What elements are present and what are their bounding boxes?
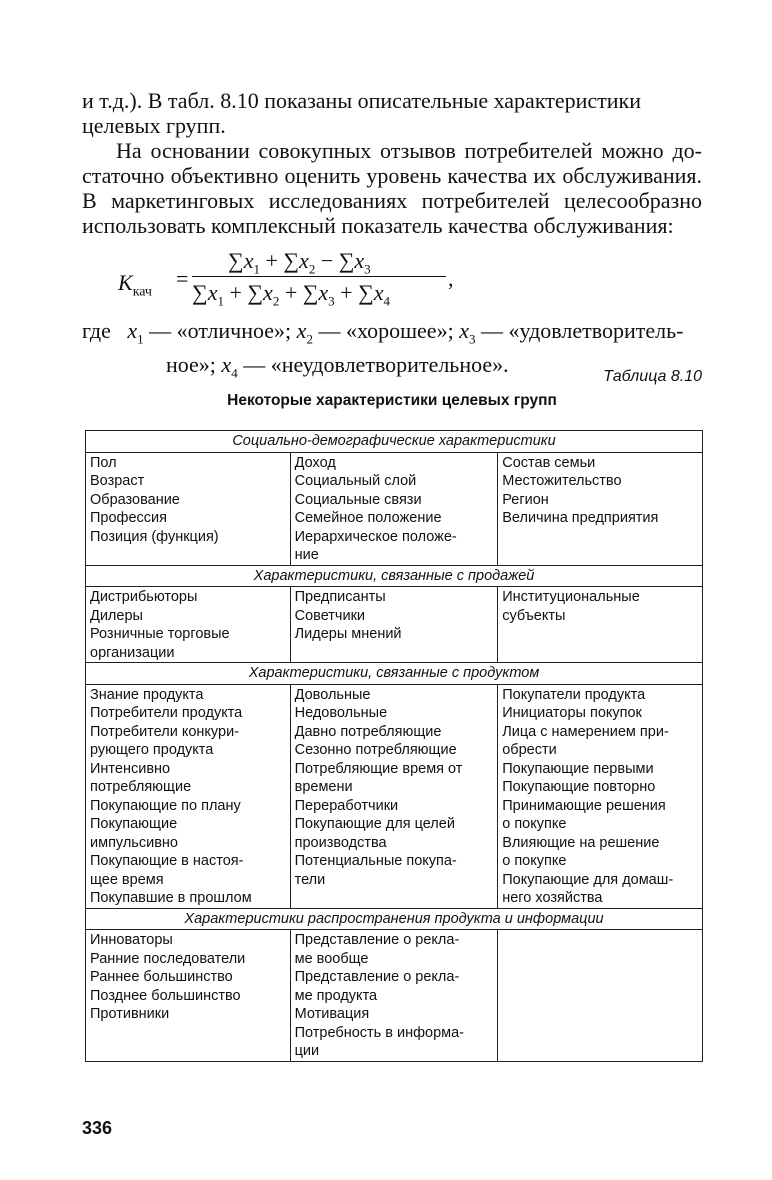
cell-item: Дистрибьюторы [90, 589, 198, 605]
cell-item: ции [294, 1043, 320, 1059]
cell-item: Состав семьи [502, 454, 596, 471]
cell-item: Покупающие для целей [294, 816, 455, 832]
cell-item: Покупатели продукта [502, 686, 646, 703]
cell-item: Ранние последователи [90, 950, 246, 967]
section-heading-row [86, 908, 703, 930]
formula-lhs: $K_{кач}$ [118, 270, 152, 300]
cell-item: ние [294, 547, 319, 563]
cell-item: Дилеры [90, 607, 143, 624]
table-cell [290, 587, 498, 663]
section-content-row [86, 452, 703, 565]
table-cell [498, 452, 703, 565]
table-cell [86, 930, 291, 1062]
cell-item: Иерархическое положе- [294, 528, 457, 545]
cell-item: Потенциальные покупа- [294, 853, 457, 869]
legend-x3-cont: ное»; [166, 352, 216, 378]
cell-item: Сезонно потребляющие [294, 742, 457, 758]
paragraph-quality [82, 138, 702, 238]
section-content-row [86, 684, 703, 908]
legend-x3: — «удовлетворитель- [480, 318, 684, 343]
table-cell [86, 684, 291, 908]
quality-index-formula [118, 250, 478, 314]
page-number: 336 [82, 1118, 113, 1138]
cell-item: Мотивация [294, 1006, 370, 1022]
cell-item: Покупающие в настоя- [90, 853, 244, 869]
cell-item: Покупающие повторно [502, 779, 656, 795]
cell-item: Раннее большинство [90, 969, 233, 985]
cell-item: Давно потребляющие [294, 723, 442, 740]
cell-item: Потребляющие время от [294, 760, 463, 777]
cell-item: Представление о рекла- [294, 969, 460, 985]
paragraph-line: статочно объективно оценить уровень качества их обслуживания. [82, 163, 702, 188]
paragraph-line: использовать комплексный показатель качества обслуживания: [82, 213, 674, 238]
cell-item: производства [294, 834, 387, 851]
cell-item: Покупающие по плану [90, 797, 241, 814]
cell-item: организации [90, 644, 175, 661]
cell-item: Институциональные [502, 589, 640, 605]
cell-item: Позиция (функция) [90, 528, 219, 545]
table-cell [498, 587, 703, 663]
cell-item: Инициаторы покупок [502, 705, 642, 721]
paragraph-intro-line2: целевых групп. [82, 113, 226, 138]
cell-item: Социальный слой [294, 473, 417, 489]
formula-numerator: $\sum x_1 + \sum x_2 - \sum x_3$ [228, 248, 371, 277]
cell-item: Регион [502, 491, 549, 508]
table-title: Некоторые характеристики целевых групп [227, 392, 557, 409]
cell-item: Представление о рекла- [294, 932, 460, 948]
cell-item: потребляющие [90, 779, 192, 795]
section-heading-row [86, 565, 703, 587]
fraction-bar [192, 276, 446, 277]
cell-item: Противники [90, 1006, 170, 1022]
target-groups-table [85, 430, 703, 1062]
table-cell [290, 930, 498, 1062]
cell-item: Лидеры мнений [294, 626, 402, 642]
cell-item: Интенсивно [90, 760, 171, 777]
cell-item: Розничные торговые [90, 626, 230, 642]
paragraph-line: На основании совокупных отзывов потребителей можно до- [116, 138, 702, 163]
cell-item: Потребители конкури- [90, 723, 239, 740]
cell-item: субъекты [502, 607, 566, 624]
cell-item: обрести [502, 742, 557, 758]
cell-item: Влияющие на решение [502, 834, 660, 851]
section-heading: Характеристики, связанные с продажей [86, 565, 703, 587]
section-heading: Характеристики, связанные с продуктом [86, 663, 703, 685]
cell-item: Знание продукта [90, 686, 204, 703]
table-cell [498, 930, 703, 1062]
table-cell [290, 684, 498, 908]
section-heading: Характеристики распространения продукта и информации [86, 908, 703, 930]
cell-item: Недовольные [294, 705, 388, 721]
table-cell [86, 452, 291, 565]
cell-item: Довольные [294, 686, 371, 703]
cell-item: него хозяйства [502, 890, 603, 906]
legend-x4: — «неудовлетворительное». [243, 352, 509, 378]
cell-item: Покупающие первыми [502, 760, 654, 777]
cell-item: Профессия [90, 510, 167, 526]
section-heading-row [86, 663, 703, 685]
cell-item: Пол [90, 454, 117, 471]
cell-item: Принимающие решения [502, 797, 666, 814]
cell-item: Потребность в информа- [294, 1024, 465, 1041]
paragraph-intro-line1: и т.д.). В табл. 8.10 показаны описательные характеристики [82, 88, 641, 113]
section-content-row [86, 930, 703, 1062]
section-heading-row [86, 431, 703, 453]
cell-item: Семейное положение [294, 510, 442, 526]
cell-item: Покупающие для домаш- [502, 871, 674, 888]
cell-item: Лица с намерением при- [502, 723, 669, 740]
cell-item: рующего продукта [90, 742, 214, 758]
paragraph-line: В маркетинговых исследованиях потребителей целесообразно [82, 188, 702, 213]
cell-item: импульсивно [90, 834, 178, 851]
cell-item: ме вообще [294, 950, 369, 967]
legend-x2: — «хорошее»; [318, 318, 454, 343]
legend-x1: — «отличное»; [149, 318, 292, 343]
table-cell [86, 587, 291, 663]
cell-item: ме продукта [294, 987, 378, 1004]
cell-item: Инноваторы [90, 932, 173, 948]
cell-item: Позднее большинство [90, 987, 241, 1004]
paragraph-intro [82, 88, 702, 138]
cell-item: Доход [294, 454, 336, 471]
cell-item: о покупке [502, 853, 567, 869]
formula-denominator: $\sum x_1 + \sum x_2 + \sum x_3 + \sum x_4$ [192, 280, 391, 309]
formula-legend: где $x_1$ — «отличное»; $x_2$ — «хорошее»; $x_3$ — «удовлетворитель- ное»; $x_4$ — «неудовлетворительное». [82, 318, 684, 381]
cell-item: Покупавшие в прошлом [90, 890, 252, 906]
table-number: Таблица 8.10 [603, 368, 702, 385]
section-content-row [86, 587, 703, 663]
cell-item: Местожительство [502, 473, 622, 489]
legend-prefix: где [82, 318, 111, 343]
cell-item: Величина предприятия [502, 510, 659, 526]
cell-item: Образование [90, 491, 180, 508]
cell-item: времени [294, 779, 353, 795]
cell-item: Советчики [294, 607, 366, 624]
cell-item: Потребители продукта [90, 705, 243, 721]
formula-comma: , [448, 266, 454, 291]
cell-item: тели [294, 871, 326, 888]
cell-item: Предписанты [294, 589, 386, 605]
cell-item: щее время [90, 871, 164, 888]
table-cell [290, 452, 498, 565]
formula-equals: = [176, 266, 189, 291]
table-cell [498, 684, 703, 908]
cell-item: Покупающие [90, 816, 178, 832]
cell-item: Переработчики [294, 797, 399, 814]
section-heading: Социально-демографические характеристики [86, 431, 703, 453]
cell-item: Социальные связи [294, 491, 422, 508]
cell-item: Возраст [90, 473, 145, 489]
cell-item: о покупке [502, 816, 567, 832]
